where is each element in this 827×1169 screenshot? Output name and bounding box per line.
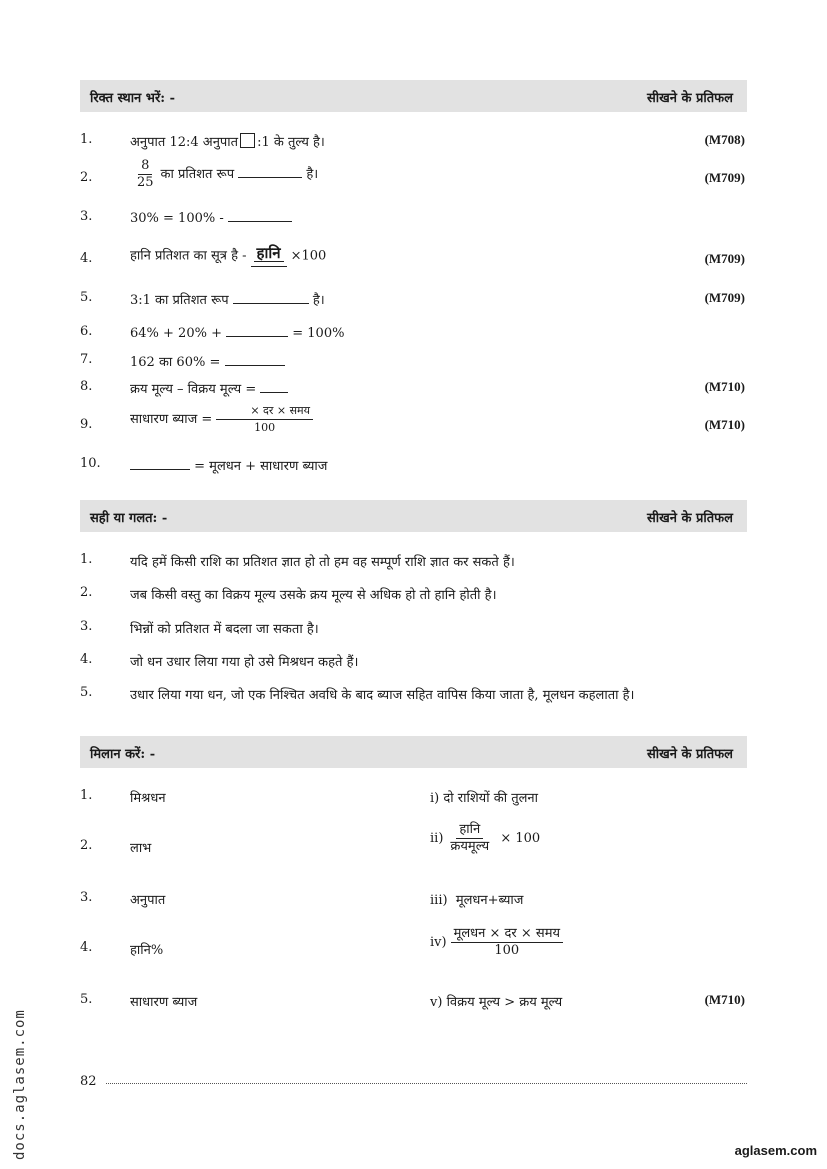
numerator: 8 xyxy=(138,158,152,175)
question-number: 2. xyxy=(80,170,93,185)
answer-blank[interactable] xyxy=(228,209,292,222)
statement-text: जब किसी वस्तु का विक्रय मूल्य उसके क्रय मूल्य से अधिक हो तो हानि होती है। xyxy=(130,588,497,603)
question-text: :1 के तुल्य है। xyxy=(257,135,325,150)
statement-row xyxy=(80,652,747,676)
answer-box[interactable] xyxy=(240,133,255,148)
statement-text: जो धन उधार लिया गया हो उसे मिश्रधन कहते हैं। xyxy=(130,655,359,670)
section-header-match xyxy=(80,736,747,768)
question-number: 5. xyxy=(80,992,93,1007)
question-text: 3:1 का प्रतिशत रूप xyxy=(130,293,229,308)
question-number: 1. xyxy=(80,552,93,567)
fraction xyxy=(251,245,287,267)
denominator-blank[interactable] xyxy=(251,262,287,267)
question-number: 2. xyxy=(80,838,93,853)
statement-row xyxy=(80,685,747,709)
question-text: 162 का 60% = xyxy=(130,355,221,370)
statement-text: भिन्नों को प्रतिशत में बदला जा सकता है। xyxy=(130,622,319,637)
answer-blank[interactable] xyxy=(225,353,285,366)
answer-blank[interactable] xyxy=(238,165,302,178)
question-number: 3. xyxy=(80,619,93,634)
match-right-label: i) xyxy=(430,791,440,806)
fraction xyxy=(216,403,313,436)
match-row xyxy=(80,890,747,914)
answer-blank[interactable] xyxy=(260,380,288,393)
question-text: क्रय मूल्य – विक्रय मूल्य = xyxy=(130,382,257,397)
question-number: 1. xyxy=(80,788,93,803)
question-number: 4. xyxy=(80,652,93,667)
outcome-code: (M710) xyxy=(704,379,745,394)
question-row xyxy=(80,245,747,281)
dotted-rule xyxy=(106,1083,747,1084)
numerator: हानि xyxy=(456,822,483,839)
outcome-label: सीखने के प्रतिफल xyxy=(646,91,733,106)
question-row xyxy=(80,158,747,198)
fraction xyxy=(451,926,563,959)
statement-text: यदि हमें किसी राशि का प्रतिशत ज्ञात हो तो हम वह सम्पूर्ण राशि ज्ञात कर सकते हैं। xyxy=(130,555,515,570)
question-number: 9. xyxy=(80,417,93,432)
question-row xyxy=(80,456,747,480)
question-number: 3. xyxy=(80,209,93,224)
outcome-label: सीखने के प्रतिफल xyxy=(646,511,733,526)
section-title: मिलान करें: - xyxy=(90,747,156,762)
question-row xyxy=(80,209,747,233)
question-text: हानि प्रतिशत का सूत्र है - xyxy=(130,248,247,264)
match-left: हानि% xyxy=(130,943,164,958)
question-text: का प्रतिशत रूप xyxy=(160,167,235,182)
question-text: अनुपात 12:4 अनुपात xyxy=(130,135,239,150)
question-text: 64% + 20% + xyxy=(130,326,222,341)
question-text: ×100 xyxy=(290,248,327,264)
question-text: है। xyxy=(306,167,319,182)
denominator: क्रयमूल्य xyxy=(450,839,490,854)
denominator: 100 xyxy=(494,943,520,958)
question-number: 8. xyxy=(80,379,93,394)
question-row xyxy=(80,290,747,314)
page-number: 82 xyxy=(80,1074,97,1089)
question-number: 4. xyxy=(80,251,93,266)
match-left: साधारण ब्याज xyxy=(130,995,198,1010)
outcome-label: सीखने के प्रतिफल xyxy=(646,747,733,762)
denominator: 100 xyxy=(254,421,276,434)
match-row xyxy=(80,822,747,866)
match-right: विक्रय मूल्य > क्रय मूल्य xyxy=(446,995,563,1010)
match-right-label: v) xyxy=(430,995,443,1010)
question-text: = मूलधन + साधारण ब्याज xyxy=(194,459,328,474)
watermark: docs.aglasem.com xyxy=(12,1009,28,1160)
question-number: 4. xyxy=(80,940,93,955)
answer-blank[interactable] xyxy=(226,324,288,337)
match-right-label: ii) xyxy=(430,831,444,846)
section-header-true-false xyxy=(80,500,747,532)
question-row xyxy=(80,324,747,348)
statement-row xyxy=(80,585,747,609)
match-right: × 100 xyxy=(500,831,541,846)
statement-row xyxy=(80,552,747,576)
statement-row xyxy=(80,619,747,643)
question-row xyxy=(80,379,747,403)
statement-text: उधार लिया गया धन, जो एक निश्चित अवधि के बाद ब्याज सहित वापिस किया जाता है, मूलधन कहलाता है। xyxy=(130,688,635,703)
numerator: × दर × समय xyxy=(216,403,313,420)
question-row xyxy=(80,132,747,156)
section-title: रिक्त स्थान भरें: - xyxy=(90,91,175,106)
question-number: 5. xyxy=(80,290,93,305)
question-number: 1. xyxy=(80,132,93,147)
fraction xyxy=(134,158,157,191)
question-number: 7. xyxy=(80,352,93,367)
numerator: मूलधन × दर × समय xyxy=(451,926,563,943)
outcome-code: (M709) xyxy=(704,170,745,185)
match-left: अनुपात xyxy=(130,893,166,908)
outcome-code: (M710) xyxy=(704,992,745,1007)
question-text: साधारण ब्याज = xyxy=(130,412,213,427)
match-row xyxy=(80,926,747,970)
question-text: = 100% xyxy=(292,326,345,341)
answer-blank[interactable] xyxy=(233,291,309,304)
question-text: है। xyxy=(312,293,325,308)
match-right: दो राशियों की तुलना xyxy=(443,791,538,806)
match-right-label: iii) xyxy=(430,893,448,908)
numerator: हानि xyxy=(254,245,284,262)
match-left: मिश्रधन xyxy=(130,791,166,806)
denominator: 25 xyxy=(137,175,154,190)
outcome-code: (M708) xyxy=(704,132,745,147)
outcome-code: (M709) xyxy=(704,290,745,305)
question-text: 30% = 100% - xyxy=(130,211,224,226)
brand-link[interactable]: aglasem.com xyxy=(734,1143,817,1158)
question-number: 5. xyxy=(80,685,93,700)
match-right-label: iv) xyxy=(430,935,447,950)
match-right: मूलधन+ब्याज xyxy=(455,893,524,908)
outcome-code: (M710) xyxy=(704,417,745,432)
fraction xyxy=(447,822,492,855)
question-number: 3. xyxy=(80,890,93,905)
question-number: 6. xyxy=(80,324,93,339)
answer-blank[interactable] xyxy=(130,457,190,470)
match-left: लाभ xyxy=(130,841,152,856)
question-row xyxy=(80,403,747,443)
question-row xyxy=(80,352,747,376)
question-number: 10. xyxy=(80,456,101,471)
section-header-fill-blanks xyxy=(80,80,747,112)
question-number: 2. xyxy=(80,585,93,600)
section-title: सही या गलत: - xyxy=(90,511,168,526)
match-row xyxy=(80,992,747,1016)
outcome-code: (M709) xyxy=(704,251,745,266)
match-row xyxy=(80,788,747,812)
